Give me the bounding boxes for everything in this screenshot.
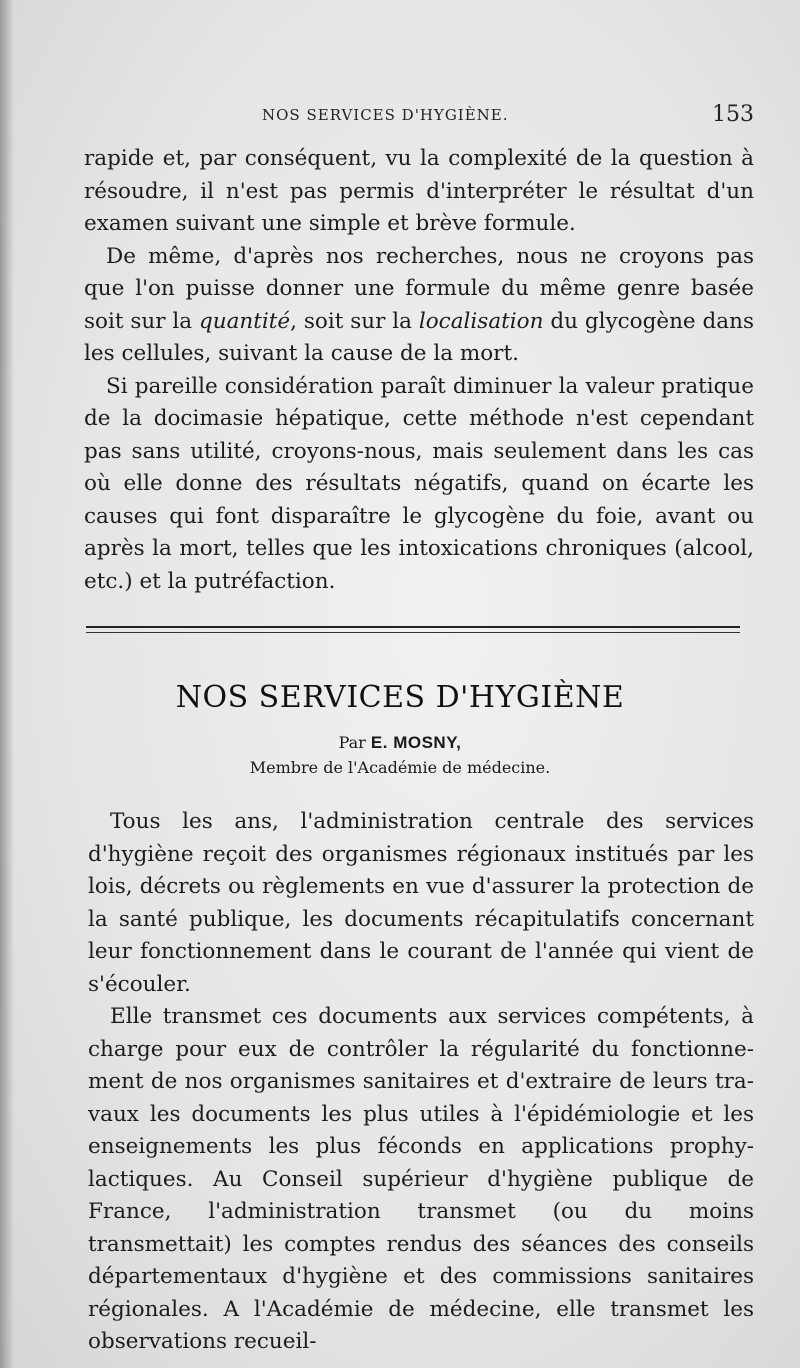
running-head: NOS SERVICES D'HYGIÈNE. bbox=[262, 106, 509, 124]
byline bbox=[0, 733, 800, 753]
author-affiliation: Membre de l'Académie de médecine. bbox=[249, 758, 551, 777]
paragraph: rapide et, par conséquent, vu la complexité de la question à résoudre, il n'est pas permis d'interpréter le résultat d'un examen suivant une simple et brève formule. bbox=[84, 146, 754, 236]
text-run: , soit sur la bbox=[290, 308, 419, 334]
text-run: du glycogène dans les cellules, suivant la cause de la mort. bbox=[84, 308, 754, 366]
author-name: E. MOSNY, bbox=[370, 733, 462, 752]
separator-rule-thin bbox=[86, 632, 740, 633]
article-title: NOS SERVICES D'HYGIÈNE bbox=[175, 680, 625, 715]
previous-article-text bbox=[84, 143, 754, 598]
italic-term: quantité bbox=[199, 308, 291, 334]
text-run: De même, d'après nos recherches, nous ne croyons pas que l'on puisse donner une formule du même genre basée soit sur la bbox=[84, 243, 754, 334]
page-number: 153 bbox=[712, 102, 754, 127]
separator-rule-thick bbox=[86, 626, 740, 628]
paragraph: Elle transmet ces documents aux services compétents, à charge pour eux de contrôler la régularité du fonctionnement de nos organismes sanitaires et d'extraire de leurs travaux les documents les plus utiles à l'épidémiologie et les enseignements les plus féconds en applications prophylactiques. Au Conseil supérieur d'hygiène publique de France, l'administration transmet (ou du moins transmettait) les comptes rendus des séances des conseils départementaux d'hygiène et des commissions sanitaires régionales. A l'Académie de médecine, elle transmet les observations recueil- bbox=[88, 1004, 754, 1354]
paragraph bbox=[84, 241, 754, 371]
paragraph: Tous les ans, l'administration centrale des services d'hygiène reçoit des organismes régionaux institués par les lois, décrets ou règlements en vue d'assurer la protection de la santé publique, les documents récapitulatifs concernant leur fonctionnement dans le courant de l'année qui vient de s'écouler. bbox=[88, 809, 754, 997]
article-body bbox=[88, 806, 754, 1359]
byline-prefix: Par bbox=[338, 733, 366, 752]
italic-term: localisation bbox=[418, 308, 544, 334]
paragraph: Si pareille considération paraît diminuer la valeur pratique de la docimasie hépatique, cette méthode n'est cependant pas sans utilité, croyons-nous, mais seulement dans les cas où elle donne des résultats négatifs, quand on écarte les causes qui font disparaître le glycogène du foie, avant ou après la mort, telles que les intoxications chroniques (alcool, etc.) et la putréfaction. bbox=[84, 373, 754, 594]
